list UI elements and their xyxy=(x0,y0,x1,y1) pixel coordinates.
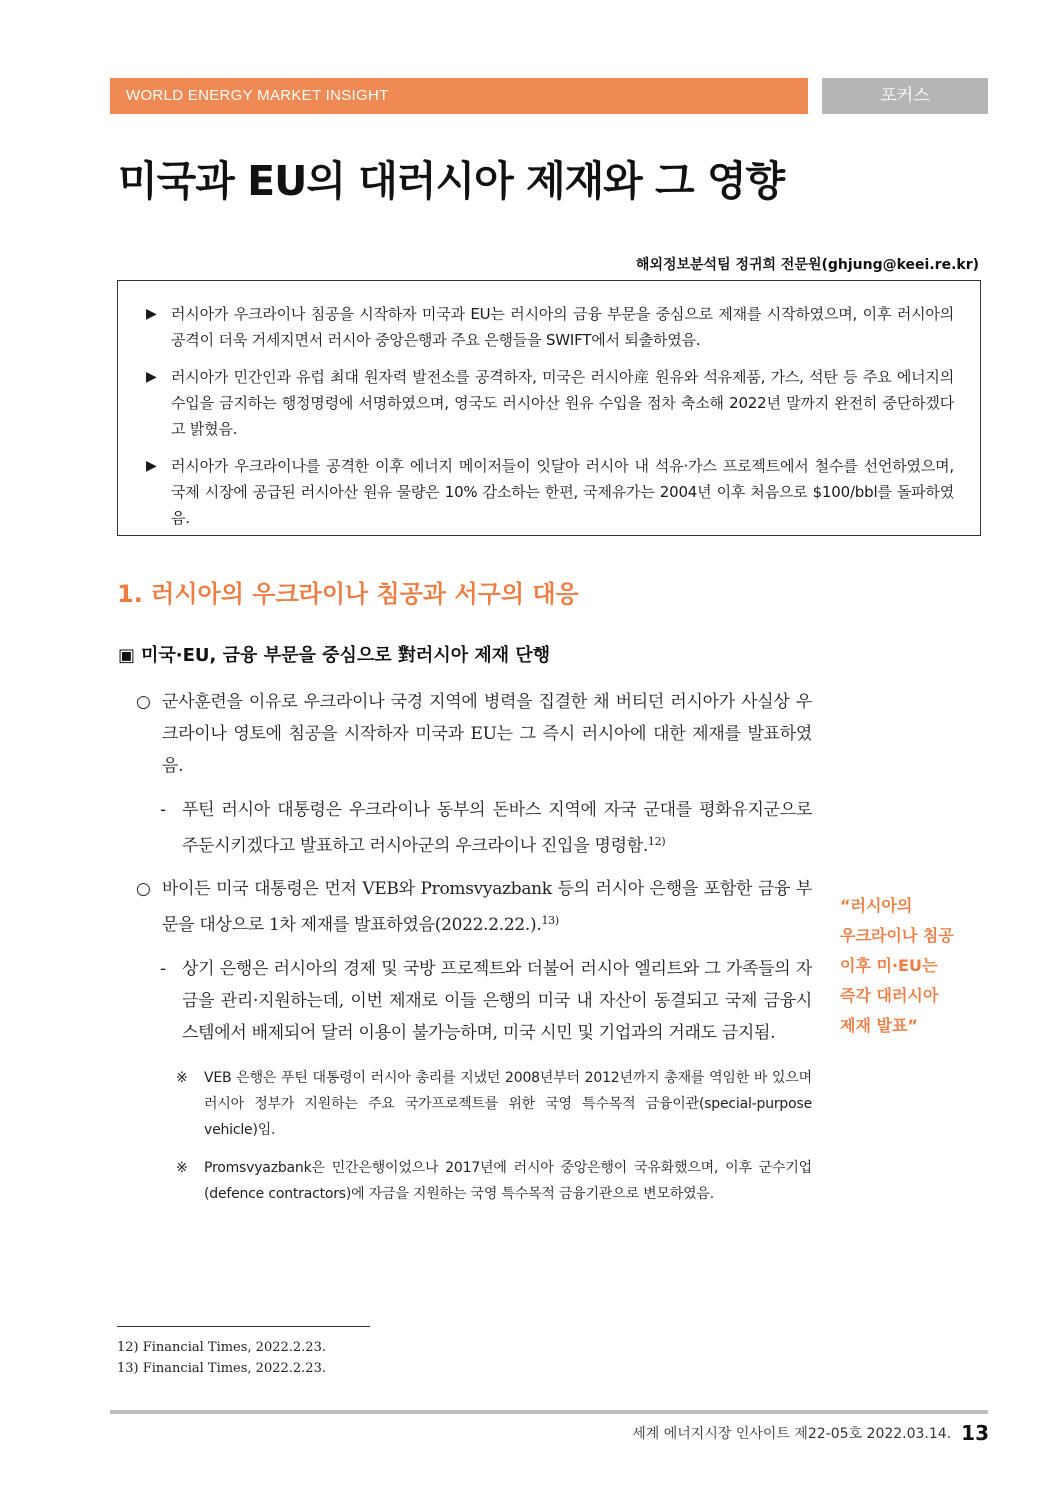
footer-divider xyxy=(110,1410,988,1414)
summary-item xyxy=(146,301,954,353)
section-tag: 포커스 xyxy=(822,78,988,114)
dash-marker: - xyxy=(160,800,166,820)
circle-bullet-icon: ○ xyxy=(136,692,151,712)
body-paragraph xyxy=(136,686,812,782)
subsection-heading xyxy=(118,641,550,667)
page-title: 미국과 EU의 대러시아 제재와 그 영향 xyxy=(118,157,785,205)
dash-text-body: 푸틴 러시아 대통령은 우크라이나 동부의 돈바스 지역에 자국 군대를 평화유지군으로 주둔시키겠다고 발표하고 러시아군의 우크라이나 진입을 명령함. xyxy=(182,800,812,856)
page-footer xyxy=(632,1421,989,1445)
note-item xyxy=(176,1065,812,1143)
pull-quote-line: 제재 발표” xyxy=(840,1016,918,1035)
dash-item xyxy=(160,953,812,1049)
summary-item xyxy=(146,453,954,531)
dash-text xyxy=(182,794,812,862)
footnotes xyxy=(117,1337,326,1379)
section-heading: 1. 러시아의 우크라이나 침공과 서구의 대응 xyxy=(117,580,579,608)
reference-mark-icon: ※ xyxy=(176,1070,188,1086)
circle-bullet-icon: ○ xyxy=(136,879,151,899)
body-paragraph-group-2 xyxy=(136,873,812,1207)
series-banner: WORLD ENERGY MARKET INSIGHT xyxy=(110,78,808,114)
footnote: 12) Financial Times, 2022.2.23. xyxy=(117,1340,326,1355)
body-paragraph-group-1 xyxy=(136,686,812,862)
footnote-divider xyxy=(117,1326,370,1327)
summary-text: 러시아가 우크라이나를 공격한 이후 에너지 메이저들이 잇달아 러시아 내 석유·가스 프로젝트에서 철수를 선언하였으며, 국제 시장에 공급된 러시아산 원유 물량은 10% 감소하는 한편, 국제유가는 2004년 이후 처음으로 $100/bbl를 돌파하였음. xyxy=(171,457,954,527)
summary-box xyxy=(117,280,981,536)
paragraph-text: 군사훈련을 이유로 우크라이나 국경 지역에 병력을 집결한 채 버티던 러시아가 사실상 우크라이나 영토에 침공을 시작하자 미국과 EU는 그 즉시 러시아에 대한 제재를 발표하였음. xyxy=(162,692,812,776)
reference-mark-icon: ※ xyxy=(176,1160,188,1176)
triangle-bullet-icon: ▶ xyxy=(146,306,157,322)
pull-quote-line: 우크라이나 침공 xyxy=(840,926,954,945)
note-item xyxy=(176,1155,812,1207)
paragraph-text xyxy=(162,873,812,941)
pull-quote-line: 즉각 대러시아 xyxy=(840,986,939,1005)
dash-text: 상기 은행은 러시아의 경제 및 국방 프로젝트와 더불어 러시아 엘리트와 그 가족들의 자금을 관리·지원하는데, 이번 제재로 이들 은행의 미국 내 자산이 동결되고 국제 금융시스템에서 배제되어 달러 이용이 불가능하며, 미국 시민 및 기업과의 거래도 금지됨. xyxy=(182,959,812,1043)
triangle-bullet-icon: ▶ xyxy=(146,458,157,474)
note-text: Promsvyazbank은 민간은행이었으나 2017년에 러시아 중앙은행이 국유화했으며, 이후 군수기업(defence contractors)에 자금을 지원하는 국영 특수목적 금융기관으로 변모하였음. xyxy=(204,1160,812,1202)
note-text: VEB 은행은 푸틴 대통령이 러시아 총리를 지냈던 2008년부터 2012년까지 총재를 역임한 바 있으며 러시아 정부가 지원하는 주요 국가프로젝트를 위한 국영 특수목적 금융이관(special-purpose vehicle)임. xyxy=(204,1070,812,1138)
subsection-title: 미국·EU, 금융 부문을 중심으로 對러시아 제재 단행 xyxy=(141,645,551,666)
pull-quote-line: 이후 미·EU는 xyxy=(840,956,938,975)
square-bullet-icon: ▣ xyxy=(118,645,136,666)
page-number: 13 xyxy=(961,1421,989,1445)
dash-item xyxy=(160,794,812,862)
paragraph-text-body: 바이든 미국 대통령은 먼저 VEB와 Promsvyazbank 등의 러시아 은행을 포함한 금융 부문을 대상으로 1차 제재를 발표하였음(2022.2.22.). xyxy=(162,879,812,935)
footnote: 13) Financial Times, 2022.2.23. xyxy=(117,1361,326,1376)
dash-marker: - xyxy=(160,959,166,979)
summary-text: 러시아가 민간인과 유럽 최대 원자력 발전소를 공격하자, 미국은 러시아産 원유와 석유제품, 가스, 석탄 등 주요 에너지의 수입을 금지하는 행정명령에 서명하였으며, 영국도 러시아산 원유 수입을 점차 축소해 2022년 말까지 완전히 중단하겠다고 밝혔음. xyxy=(171,368,954,438)
pull-quote-line: “러시아의 xyxy=(840,896,913,915)
summary-item xyxy=(146,364,954,442)
footnote-ref[interactable]: 13) xyxy=(541,914,559,927)
pull-quote xyxy=(840,891,980,1041)
footer-publication: 세계 에너지시장 인사이트 제22-05호 2022.03.14. xyxy=(632,1426,952,1442)
author-byline: 해외정보분석팀 정귀희 전문원(ghjung@keei.re.kr) xyxy=(635,257,979,273)
body-paragraph xyxy=(136,873,812,941)
footnote-ref[interactable]: 12) xyxy=(647,835,666,848)
triangle-bullet-icon: ▶ xyxy=(146,369,157,385)
summary-text: 러시아가 우크라이나 침공을 시작하자 미국과 EU는 러시아의 금융 부문을 중심으로 제재를 시작하였으며, 이후 러시아의 공격이 더욱 거세지면서 러시아 중앙은행과 주요 은행들을 SWIFT에서 퇴출하였음. xyxy=(171,305,954,349)
